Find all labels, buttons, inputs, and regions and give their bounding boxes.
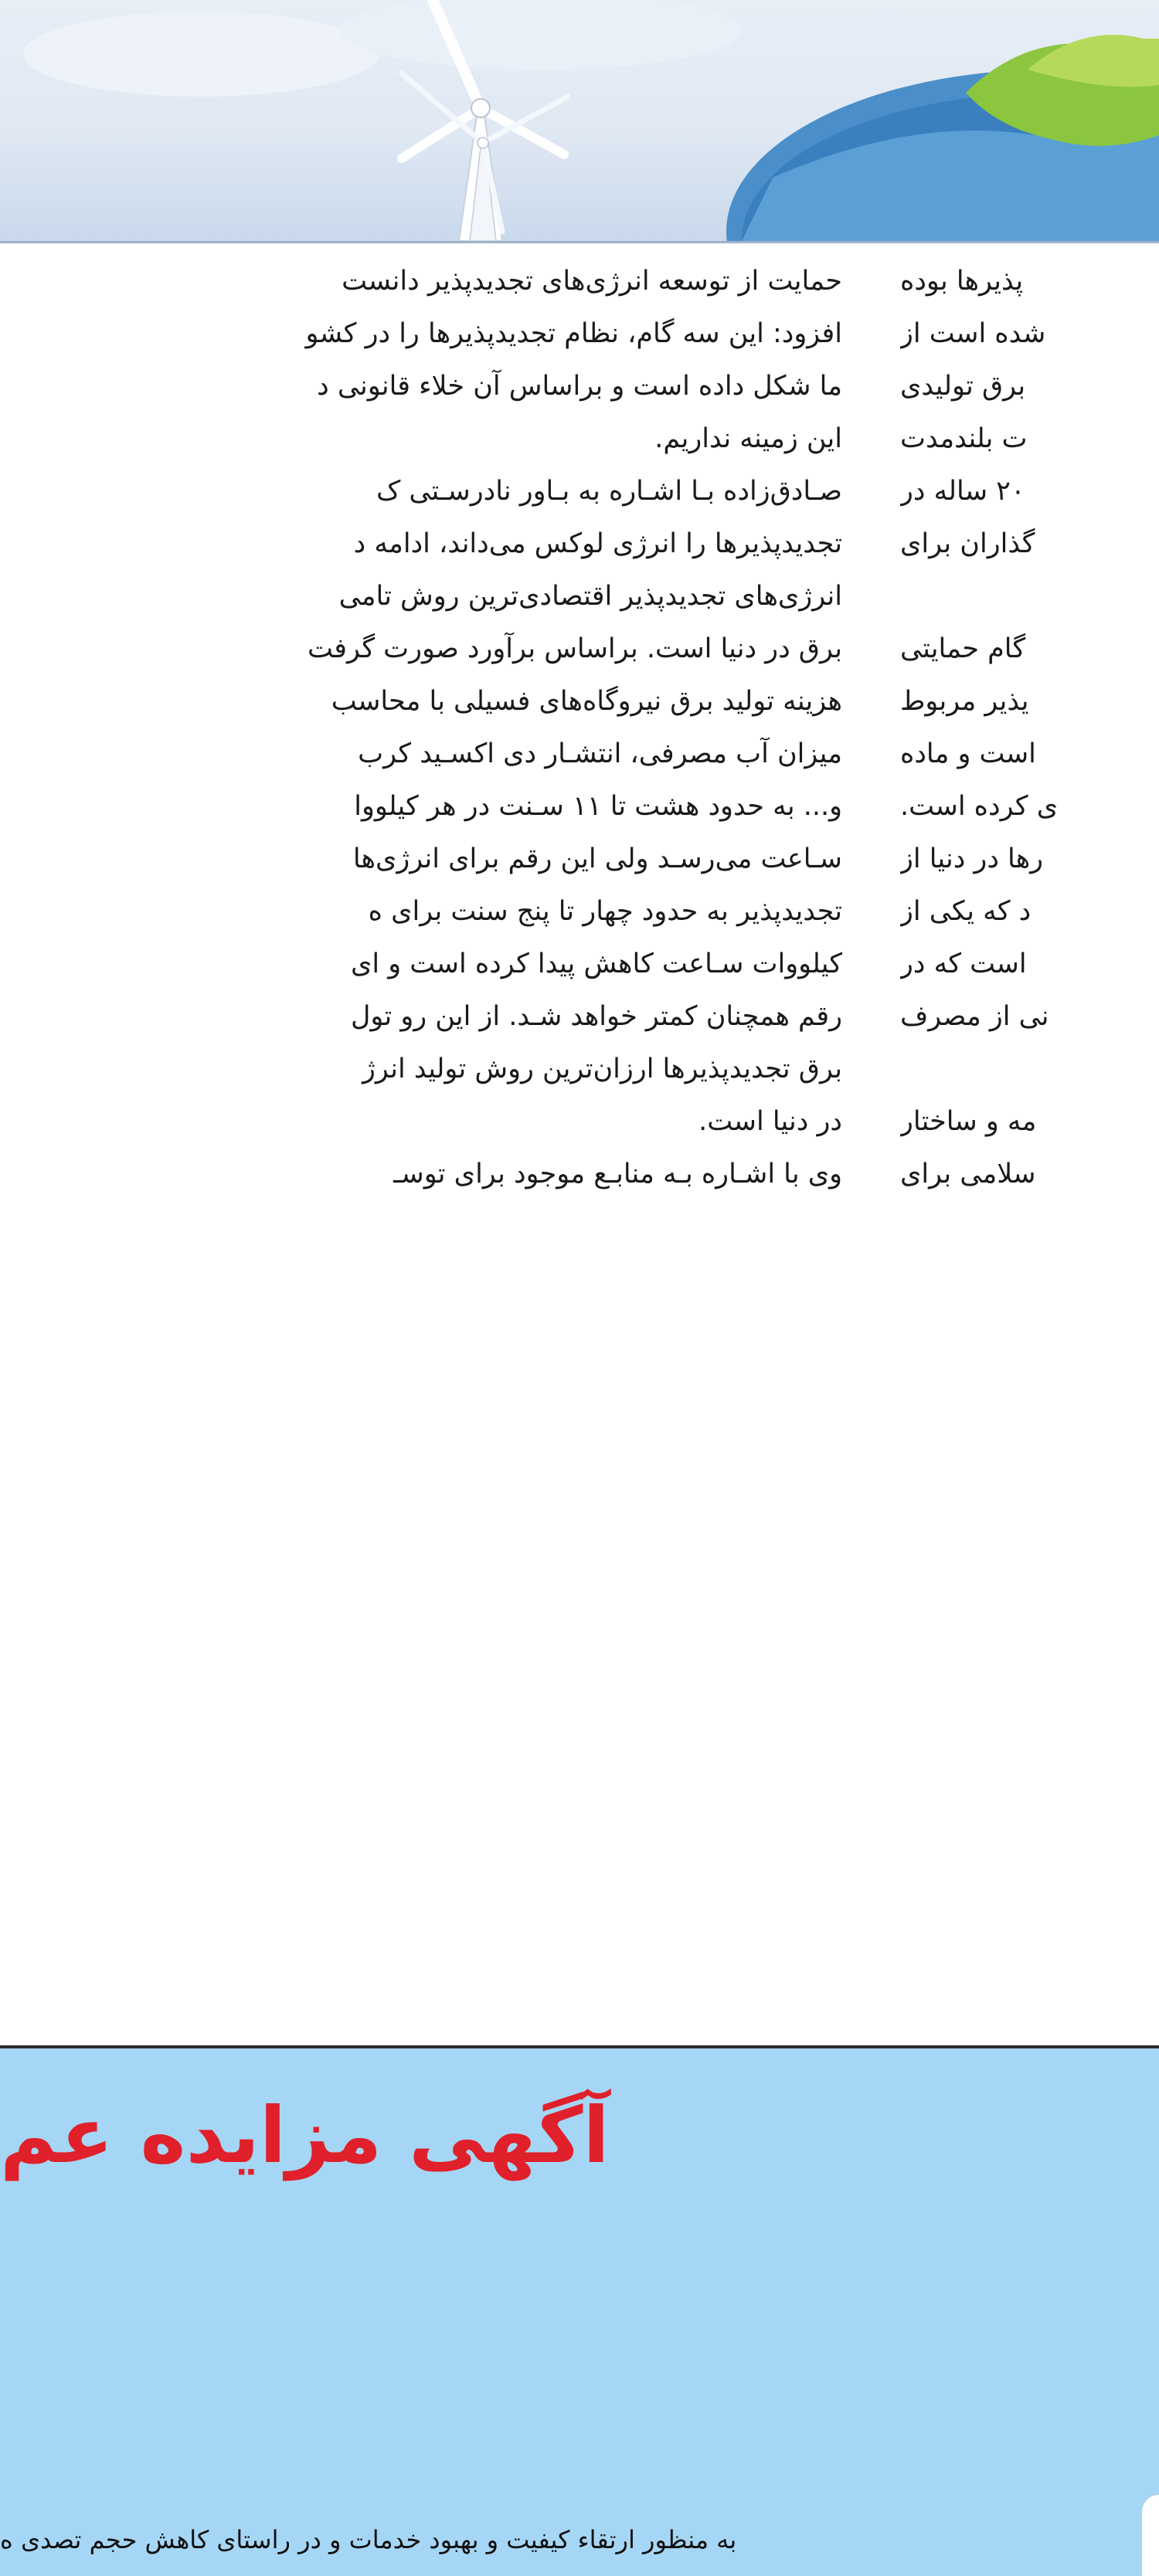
text-line: پذیرها بوده [900, 266, 1024, 297]
text-line: رقم همچنان کمتر خواهد شـد. از این رو تول [350, 1001, 842, 1032]
text-line: این زمینه نداریم. [654, 423, 842, 454]
text-line: هزینه تولید برق نیروگاه‌های فسیلی با محاسب [331, 686, 842, 717]
text-line: برق تولیدی [900, 371, 1026, 402]
text-line: سـاعت می‌رسـد ولی این رقم برای انرژی‌ها [352, 843, 842, 874]
globe-icon [726, 35, 1159, 241]
article-main-column [0, 255, 842, 1200]
text-line: در دنیا است. [698, 1106, 842, 1137]
text-line: تجدیدپذیرها را انرژی لوکس می‌داند، ادامه د [353, 528, 842, 559]
text-line: مه و ساختار [900, 1106, 1037, 1137]
text-line [900, 1043, 1159, 1095]
text-line: کیلووات سـاعت کاهش پیدا کرده است و ای [351, 949, 842, 979]
text-line: د که یکی از [900, 896, 1032, 927]
text-line: تجدیدپذیر به حدود چهار تا پنج سنت برای ه [368, 896, 842, 927]
ad-body-text: به منظور ارتقاء کیفیت و بهبود خدمات و در راستای کاهش حجم تصدی ه [0, 2525, 737, 2554]
text-line: رها در دنیا از [900, 843, 1044, 874]
cloud [340, 0, 742, 70]
text-line: ۲۰ ساله در [900, 476, 1025, 507]
text-line: برق در دنیا است. براساس برآورد صورت گرفت [307, 633, 842, 664]
cloud [23, 12, 379, 97]
text-line: وی با اشـاره بـه منابـع موجود برای توسـ [393, 1159, 842, 1190]
text-line: میزان آب مصرفی، انتشـار دی اکسـید کرب [358, 738, 842, 769]
text-line: شده است از [900, 318, 1046, 349]
hero-rule [0, 241, 1159, 243]
text-line: ت بلندمدت [900, 423, 1028, 454]
text-line: یذیر مربوط [900, 686, 1029, 717]
text-line: انرژی‌های تجدیدپذیر اقتصادی‌ترین روش تامی [338, 581, 842, 612]
text-line: است و ماده [900, 738, 1036, 769]
text-line: ی کرده است. [900, 791, 1059, 822]
text-line: سلامی برای [900, 1159, 1036, 1190]
article-side-column [900, 255, 1159, 1200]
ad-corner [1142, 2495, 1159, 2576]
text-line: گام حمایتی [900, 633, 1026, 664]
text-line: است که در [900, 949, 1027, 979]
text-line: گذاران برای [900, 528, 1035, 559]
hero-graphic [0, 0, 1159, 241]
text-line: برق تجدیدپذیرها ارزان‌ترین روش تولید انرژ [362, 1054, 842, 1084]
text-line: نی از مصرف [900, 1001, 1049, 1032]
text-line: و... به حدود هشت تا ۱۱ سـنت در هر کیلووا [354, 791, 842, 822]
column-divider [865, 255, 866, 1823]
wind-turbine-icon [402, 73, 568, 241]
text-line: صـادق‌زاده بـا اشـاره به بـاور نادرسـتی ک [376, 476, 842, 507]
text-line: ما شکل داده است و براساس آن خلاء قانونی د [317, 371, 842, 402]
text-line: افزود: این سه گام، نظام تجدیدپذیرها را در کشو [305, 318, 842, 349]
text-line: حمایت از توسعه انرژی‌های تجدیدپذیر دانست [342, 266, 842, 297]
ad-title: آگهی مزایده عم [0, 2090, 610, 2181]
hero-illustration [0, 0, 1159, 241]
text-line [900, 570, 1159, 623]
